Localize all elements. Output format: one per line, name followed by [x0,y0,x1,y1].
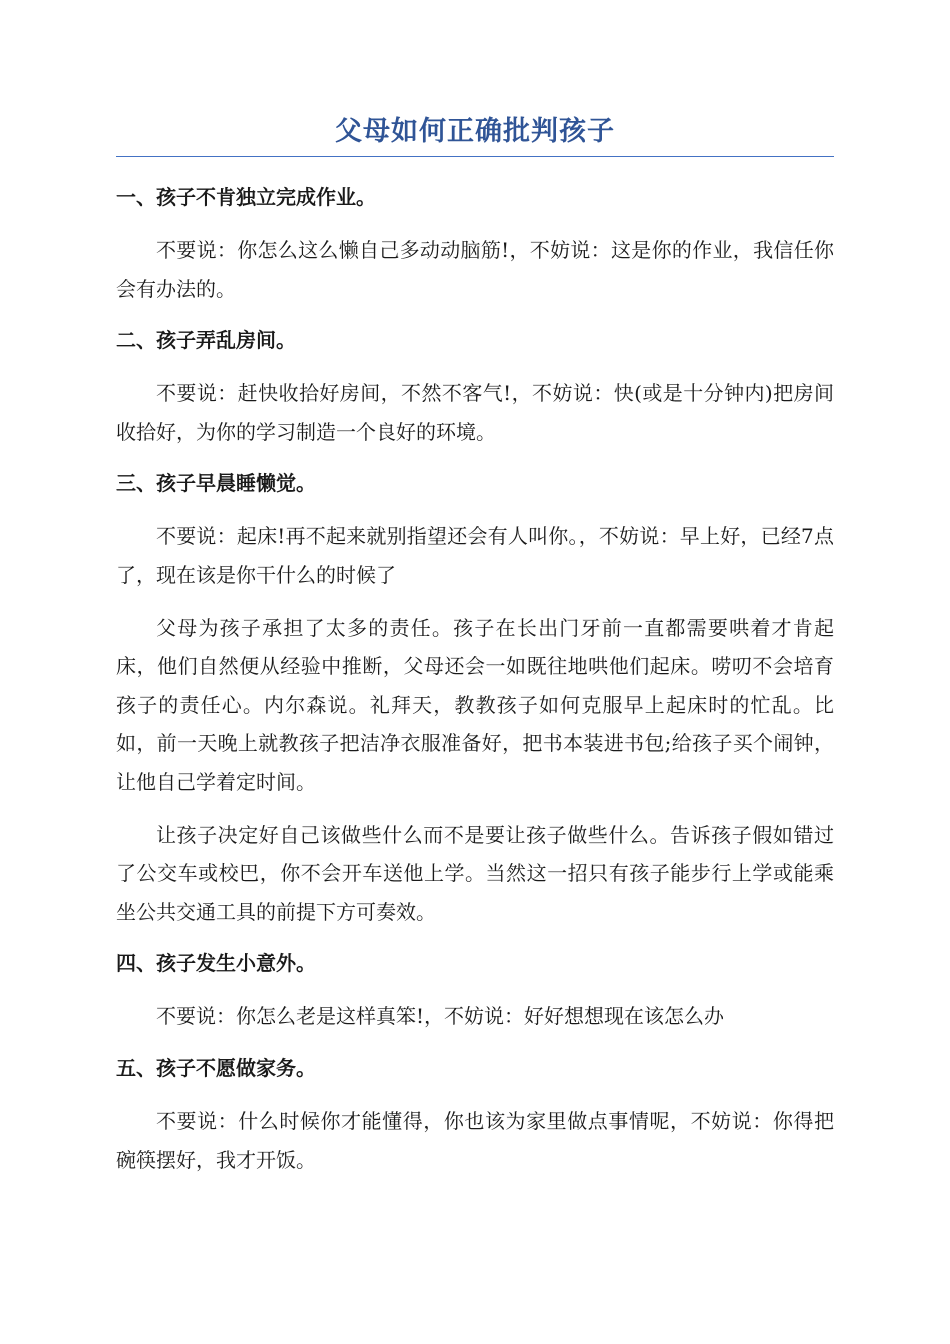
paragraph: 不要说：起床!再不起来就别指望还会有人叫你。，不妨说：早上好，已经7点了，现在该是你干什么的时候了 [116,524,834,587]
section-heading: 三、孩子早晨睡懒觉。 [116,471,316,496]
paragraph: 让孩子决定好自己该做些什么而不是要让孩子做些什么。告诉孩子假如错过了公交车或校巴，你不会开车送他上学。当然这一招只有孩子能步行上学或能乘坐公共交通工具的前提下方可奏效。 [116,822,834,924]
section-heading: 四、孩子发生小意外。 [116,951,316,976]
title-underline [116,156,834,157]
page-title: 父母如何正确批判孩子 [335,116,615,147]
paragraph: 不要说：你怎么这么懒自己多动动脑筋!，不妨说：这是你的作业，我信任你会有办法的。 [116,238,834,301]
paragraph: 不要说：什么时候你才能懂得，你也该为家里做点事情呢，不妨说：你得把碗筷摆好，我才开饭。 [116,1108,834,1172]
paragraph: 不要说：赶快收拾好房间，不然不客气!，不妨说：快(或是十分钟内)把房间收拾好，为你的学习制造一个良好的环境。 [116,381,834,444]
section-heading: 一、孩子不肯独立完成作业。 [116,185,376,209]
section-heading: 五、孩子不愿做家务。 [116,1055,316,1080]
section-heading: 二、孩子弄乱房间。 [116,328,296,353]
paragraph: 父母为孩子承担了太多的责任。孩子在长出门牙前一直都需要哄着才肯起床，他们自然便从经验中推断，父母还会一如既往地哄他们起床。唠叨不会培育孩子的责任心。内尔森说。礼拜天，教教孩子如何克服早上起床时的忙乱。比如，前一天晚上就教孩子把洁净衣服准备好，把书本装进书包;给孩子买个闹钟，让他自己学着定时间。 [116,615,834,794]
document-page [116,112,834,1193]
paragraph: 不要说：你怎么老是这样真笨!，不妨说：好好想想现在该怎么办 [156,1004,725,1029]
